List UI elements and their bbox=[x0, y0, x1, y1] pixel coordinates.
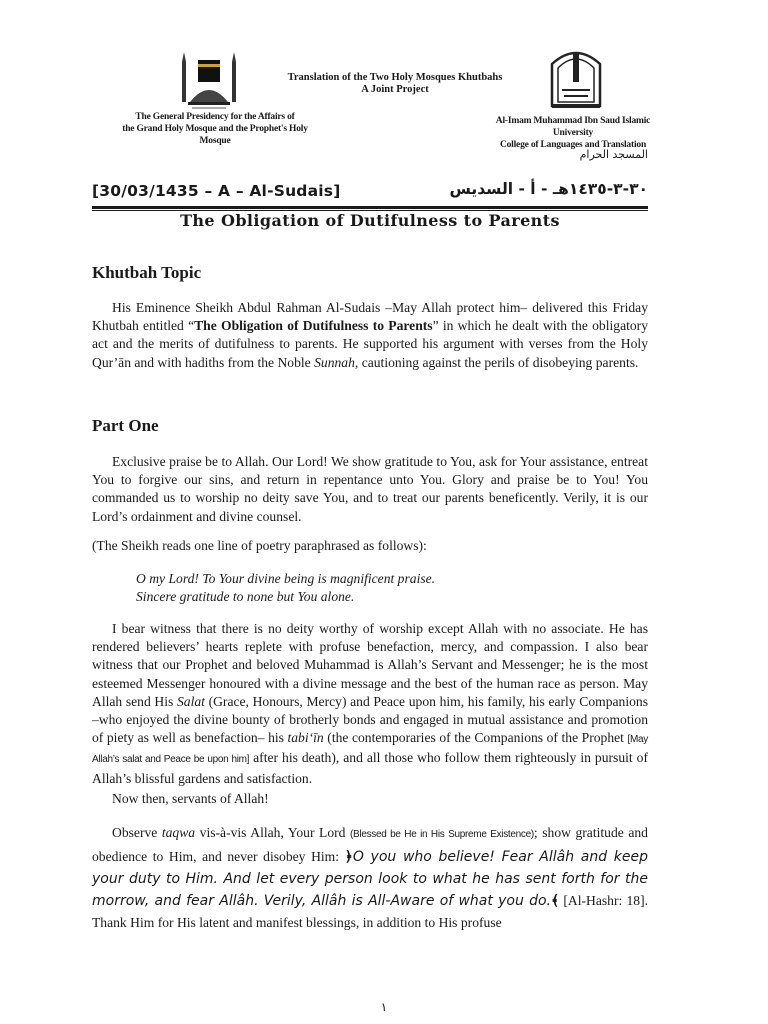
part-one-heading: Part One bbox=[92, 416, 159, 435]
khutbah-reference-arabic: ٣٠-٣-١٤٣٥هـ - أ - السديس bbox=[449, 180, 648, 198]
presidency-caption-line2: the Grand Holy Mosque and the Prophet's Holy Mosque bbox=[122, 124, 308, 146]
witness-text-d: after his death), and all those who follow them righteously in pursuit of Allah’s blissful gardens and satisfaction. bbox=[92, 750, 648, 786]
taqwa-text-c: ; show gratitude and obedience to Him, and never disobey Him: bbox=[92, 825, 648, 864]
taqwa-text-b: vis-à-vis Allah, Your Lord bbox=[195, 825, 351, 840]
project-heading bbox=[240, 72, 550, 96]
university-logo bbox=[548, 44, 604, 110]
paragraph-witness bbox=[92, 620, 648, 788]
project-heading-line1: Translation of the Two Holy Mosques Khutbahs bbox=[287, 72, 503, 83]
witness-salat: Salat bbox=[176, 693, 205, 709]
khutbah-reference: [30/03/1435 – A – Al-Sudais] bbox=[92, 182, 341, 200]
page-number: ١ bbox=[380, 1000, 388, 1014]
taqwa-text-d: [Al-Hashr: 18]. Thank Him for His latent and manifest blessings, in addition to His profuse bbox=[92, 893, 648, 930]
university-caption bbox=[478, 115, 668, 151]
servants-text: Now then, servants of Allah! bbox=[112, 791, 269, 806]
university-caption-line2: College of Languages and Translation bbox=[499, 140, 647, 150]
witness-text-b: (Grace, Honours, Mercy) and Peace upon him, his family, his early Companions –who enjoyed the divine bounty of brotherly bonds and engaged in mutual assistance and promotion of piety as well as benefaction– his bbox=[92, 693, 648, 746]
quran-close-bracket: ﴾ bbox=[550, 893, 560, 909]
paragraph-taqwa bbox=[92, 822, 648, 934]
quran-open-bracket: ﴿ bbox=[344, 849, 353, 865]
poetry-verse-2: Sincere gratitude to none but You alone. bbox=[136, 589, 355, 604]
topic-heading: Khutbah Topic bbox=[92, 263, 202, 282]
topic-text-e: , cautioning against the perils of disobeying parents. bbox=[354, 354, 639, 370]
presidency-logo bbox=[178, 48, 240, 112]
presidency-caption-line1: The General Presidency for the Affairs of bbox=[135, 112, 295, 122]
presidency-caption bbox=[110, 111, 320, 147]
university-caption-line1: Al-Imam Muhammad Ibn Saud Islamic University bbox=[495, 116, 651, 138]
header-rule bbox=[92, 206, 648, 209]
poetry-verse-1: O my Lord! To Your divine being is magnificent praise. bbox=[136, 571, 436, 586]
topic-text-c: ” in which he dealt with the obligatory act and the merits of dutifulness to parents. He supported his argument with verses from the Holy Qur’ān and with hadiths from the Noble bbox=[92, 318, 649, 370]
taqwa-praise: (Blessed be He in His Supreme Existence) bbox=[350, 829, 534, 840]
witness-text-c: (the contemporaries of the Companions of the Prophet bbox=[323, 730, 628, 746]
topic-paragraph bbox=[92, 299, 648, 372]
topic-title-ref: The Obligation of Dutifulness to Parents bbox=[194, 318, 433, 334]
project-heading-line2: A Joint Project bbox=[361, 84, 429, 95]
paragraph-praise bbox=[92, 453, 648, 526]
paragraph-servants bbox=[92, 790, 648, 808]
poetry-intro: (The Sheikh reads one line of poetry paraphrased as follows): bbox=[92, 538, 427, 553]
taqwa-term: taqwa bbox=[161, 825, 196, 840]
witness-text-a: I bear witness that there is no deity worthy of worship except Allah with no associate. He has rendered believers’ hearts replete with profuse benefaction, mercy, and compassion. I also bear witness that our Prophet and beloved Muhammad is Allah’s Servant and Messenger; he is the most esteemed Messenger honoured with a divine message and the best of the human race as person. May Allah send His bbox=[92, 621, 648, 709]
topic-sunnah: Sunnah bbox=[314, 354, 355, 370]
document-title: The Obligation of Dutifulness to Parents bbox=[180, 211, 560, 230]
masjid-label-arabic: المسجد الحرام bbox=[579, 148, 648, 161]
taqwa-text-a: Observe bbox=[112, 825, 162, 840]
witness-tabiin: tabi‘īn bbox=[287, 730, 324, 746]
paragraph-praise-text: Exclusive praise be to Allah. Our Lord! We show gratitude to You, ask for Your assistance, entreat You to forgive our sins, and return in repentance unto You. Glory and praise be to You! You commanded us to worship no deity save You, and to treat our parents beneficently. Verily, it is our Lord’s ordainment and divine counsel. bbox=[92, 454, 648, 524]
witness-salutation: [May Allah’s salat and Peace be upon him] bbox=[92, 734, 648, 766]
quran-verse: O you who believe! Fear Allâh and keep your duty to Him. And let every person look to what he has sent forth for the morrow, and fear Allâh. Verily, Allâh is All-Aware of what you do. bbox=[92, 849, 648, 909]
topic-text-a: His Eminence Sheikh Abdul Rahman Al-Sudais –May Allah protect him– delivered this Friday Khutbah entitled “ bbox=[92, 300, 648, 334]
